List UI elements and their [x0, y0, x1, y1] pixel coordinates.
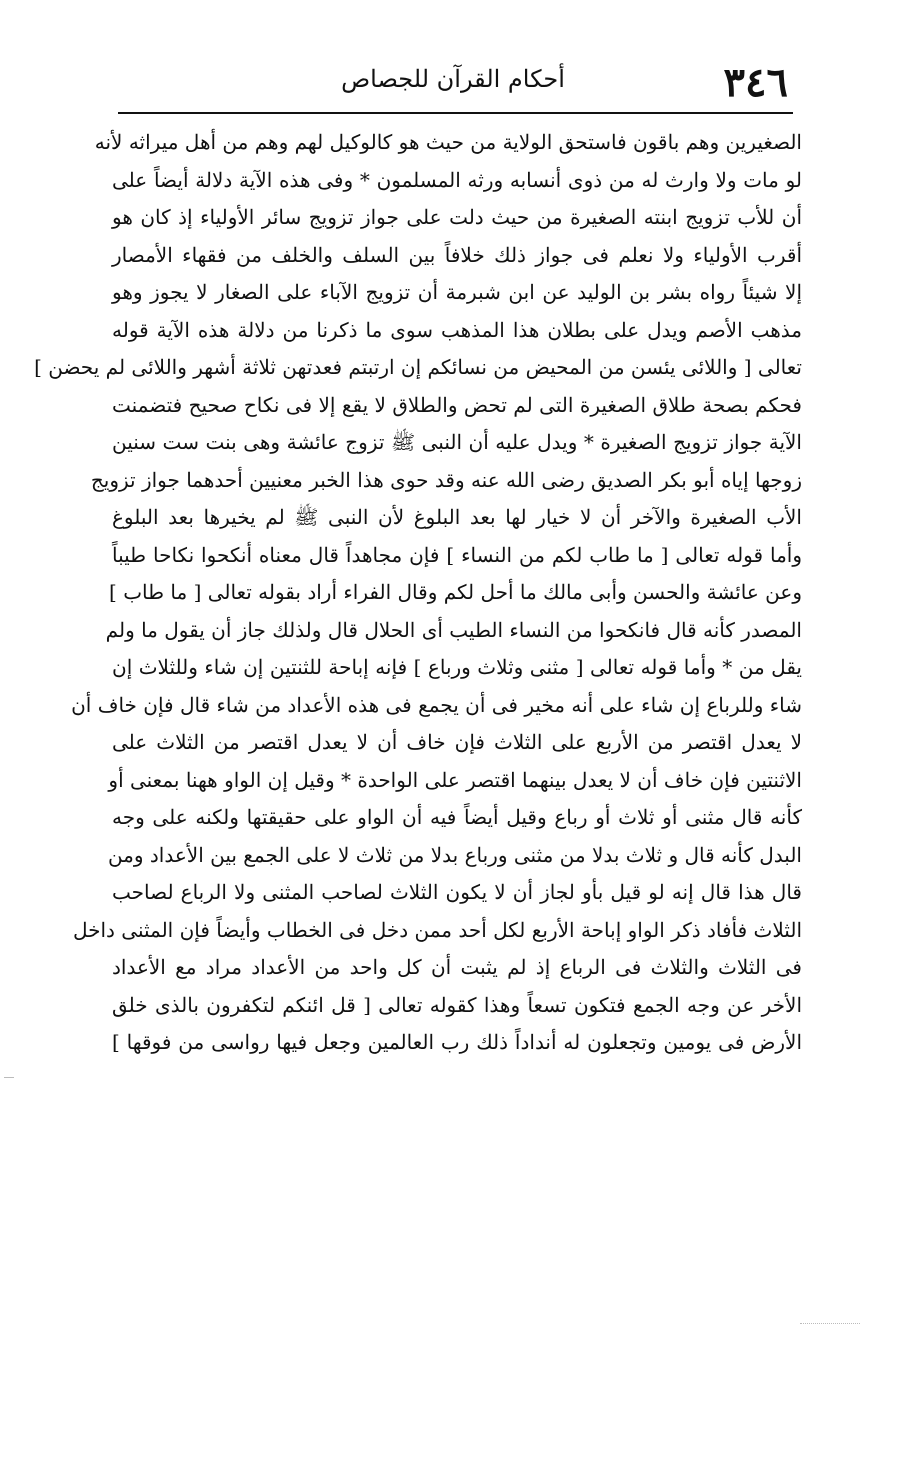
text-line: أقرب الأولياء ولا نعلم فى جواز ذلك خلافاً بين السلف والخلف من فقهاء الأمصار — [112, 242, 802, 267]
text-line: زوجها إياه أبو بكر الصديق رضى الله عنه وقد حوى هذا الخبر معنيين أحدهما جواز تزويج — [90, 467, 802, 492]
text-line: المصدر كأنه قال فانكحوا من النساء الطيب أى الحلال قال ولذلك جاز أن يقول ما ولم — [105, 617, 802, 642]
text-line: الأخر عن وجه الجمع فتكون تسعاً وهذا كقوله تعالى [ قل ائنكم لتكفرون بالذى خلق — [112, 992, 802, 1017]
text-line: البدل كأنه قال و ثلاث بدلا من مثنى ورباع بدلا من ثلاث لا على الجمع بين الأعداد ومن — [107, 842, 802, 867]
text-line: قال هذا قال إنه لو قيل بأو لجاز أن لا يكون الثلاث لصاحب المثنى ولا الرباع لصاحب — [112, 880, 802, 904]
body-text — [34, 124, 802, 1062]
text-line: فى الثلاث والثلاث فى الرباع إذ لم يثبت أن كل واحد من الأعداد مراد مع الأعداد — [112, 955, 802, 979]
text-line: فحكم بصحة طلاق الصغيرة التى لم تحض والطلاق لا يقع إلا فى نكاح صحيح فتضمنت — [112, 392, 802, 417]
text-line: وأما قوله تعالى [ ما طاب لكم من النساء ] فإن مجاهداً قال معناه أنكحوا نكاحا طيباً — [112, 542, 802, 567]
text-line: الصغيرين وهم باقون فاستحق الولاية من حيث هو كالوكيل لهم وهم من أهل ميراثه لأنه — [94, 130, 802, 154]
header-rule — [118, 112, 793, 114]
margin-mark — [4, 1077, 14, 1078]
text-line: الأرض فى يومين وتجعلون له أنداداً ذلك رب العالمين وجعل فيها رواسى من فوقها ] — [112, 1030, 802, 1054]
text-line: تعالى [ واللائى يئسن من المحيض من نسائكم إن ارتبتم فعدتهن ثلاثة أشهر واللائى لم يحضن ] — [34, 355, 802, 379]
text-line: وعن عائشة والحسن وأبى مالك ما أحل لكم وقال الفراء أراد بقوله تعالى [ ما طاب ] — [109, 580, 802, 604]
text-line: لو مات ولا وارث له من ذوى أنسابه ورثه المسلمون * وفى هذه الآية دلالة أيضاً على — [112, 167, 802, 192]
text-line: أن للأب تزويج ابنته الصغيرة من حيث دلت على جواز تزويج سائر الأولياء إذ كان هو — [112, 205, 802, 229]
page-number: ٣٤٦ — [723, 59, 788, 106]
text-line: إلا شيئاً رواه بشر بن الوليد عن ابن شبرمة أن تزويج الآباء على الصغار لا يجوز وهو — [112, 280, 802, 304]
text-line: شاء وللرباع إن شاء على أنه مخير فى أن يجمع فى هذه الأعداد من شاء قال فإن خاف أن — [71, 692, 802, 717]
footer-mark — [800, 1323, 860, 1324]
text-line: الثلاث فأفاد ذكر الواو إباحة الأربع لكل أحد ممن دخل فى الخطاب وأيضاً فإن المثنى داخل — [72, 917, 802, 942]
page-header — [118, 58, 788, 118]
text-line: الاثنتين فإن خاف أن لا يعدل بينهما اقتصر على الواحدة * وقيل إن الواو ههنا بمعنى أو — [108, 767, 802, 792]
text-line: كأنه قال مثنى أو ثلاث أو رباع وقيل أيضاً فيه أن الواو على حقيقتها ولكنه على وجه — [112, 805, 802, 829]
running-title: أحكام القرآن للجصاص — [341, 65, 565, 93]
text-line: الآية جواز تزويج الصغيرة * ويدل عليه أن النبى ﷺ تزوج عائشة وهى بنت ست سنين — [112, 430, 802, 454]
text-line: لا يعدل اقتصر من الأربع على الثلاث فإن خاف أن لا يعدل اقتصر من الثلاث على — [112, 730, 802, 754]
text-line: يقل من * وأما قوله تعالى [ مثنى وثلاث ورباع ] فإنه إباحة للثنتين إن شاء وللثلاث إن — [112, 655, 802, 679]
text-line: مذهب الأصم ويدل على بطلان هذا المذهب سوى ما ذكرنا من دلالة هذه الآية قوله — [112, 317, 802, 342]
text-line: الأب الصغيرة والآخر أن لا خيار لها بعد البلوغ لأن النبى ﷺ لم يخيرها بعد البلوغ — [112, 505, 802, 529]
